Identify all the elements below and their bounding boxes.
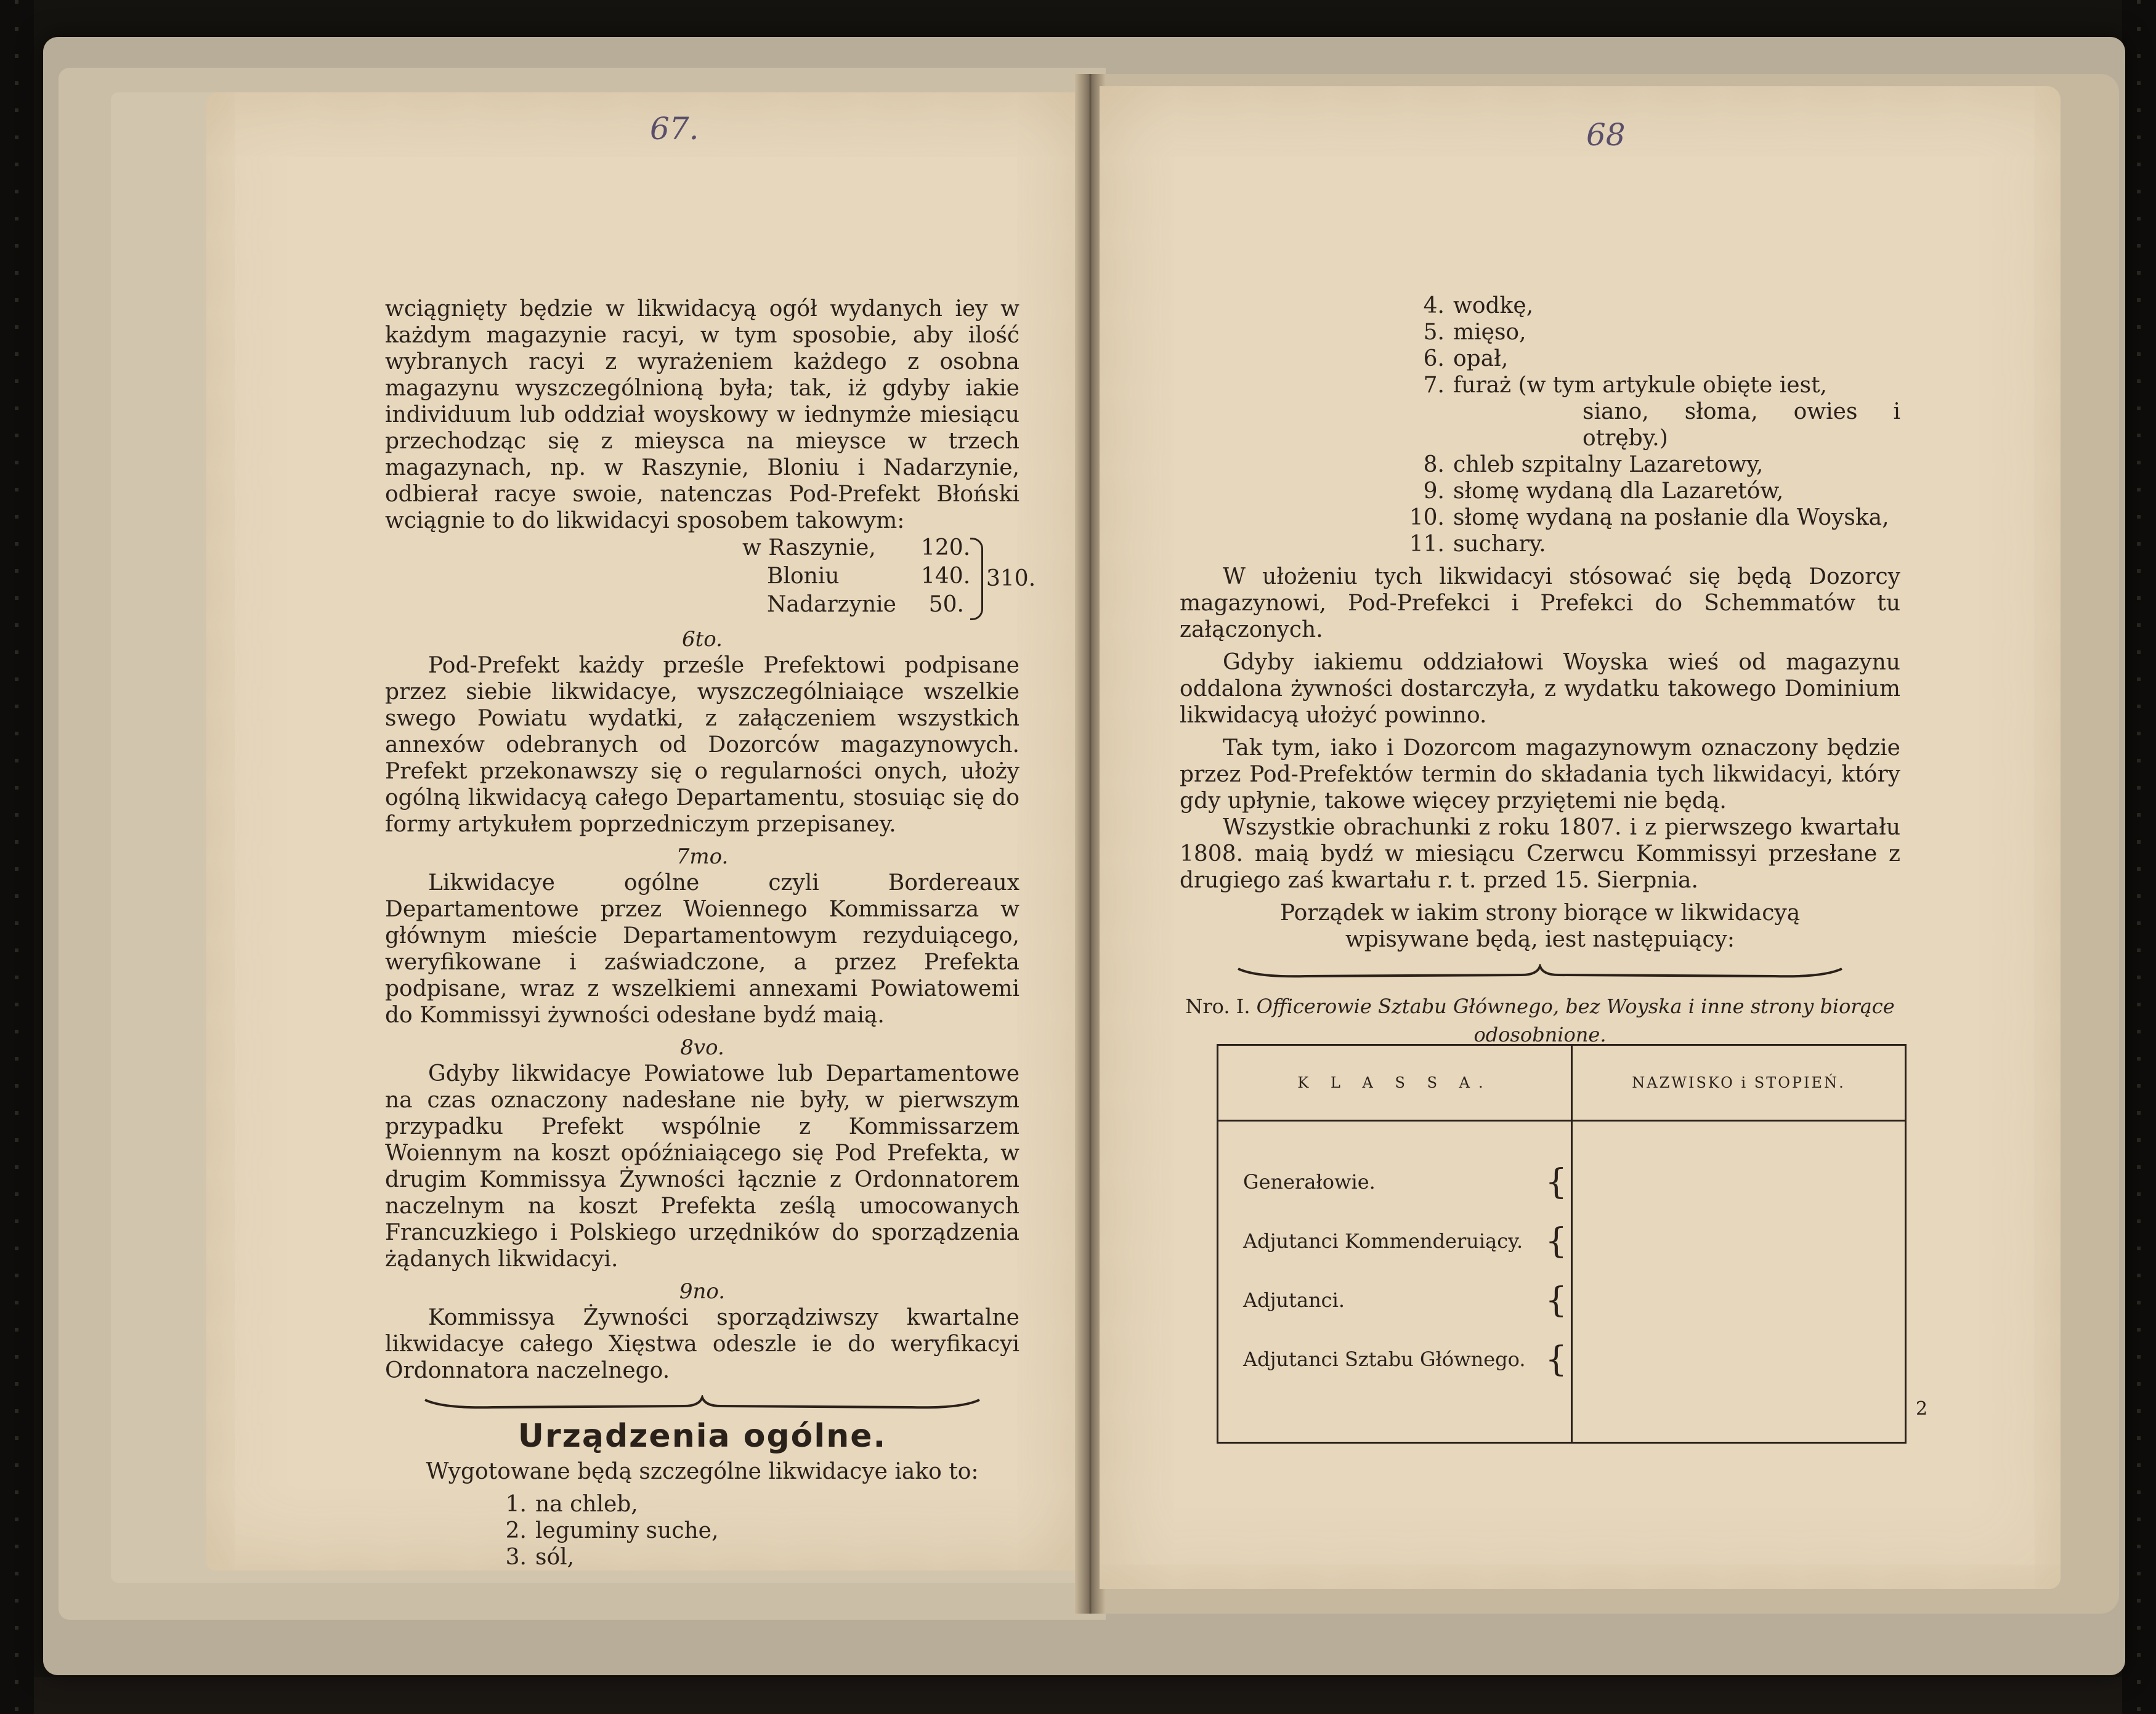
paragraph: Wszystkie obrachunki z roku 1807. i z pierwszego kwartału 1808. maią bydź w miesiącu Czerwcu Kommissyi przesłane z drugiego zaś kwartału r. t. przed 15. Sierpnia. <box>1180 815 1900 893</box>
class-entry <box>1218 1152 1571 1211</box>
example-row <box>742 534 971 562</box>
ledger-table <box>1217 1044 1907 1444</box>
example-place: Nadarzynie <box>767 592 896 617</box>
list-item <box>1401 293 1900 319</box>
list-item <box>1401 319 1900 346</box>
scanner-border-left <box>0 0 34 1714</box>
example-value: 120. <box>921 535 971 560</box>
class-entry <box>1218 1271 1571 1330</box>
list-text: chleb szpitalny Lazaretowy, <box>1453 452 1764 477</box>
class-entry <box>1218 1330 1571 1389</box>
list-text: sól, <box>535 1545 575 1570</box>
list-text: suchary. <box>1453 532 1546 557</box>
list-item <box>1401 504 1900 531</box>
class-label: Generałowie. <box>1243 1170 1376 1194</box>
list-number: 2. <box>505 1518 527 1543</box>
list-text-continued: siano, słoma, owies i otręby.) <box>1583 399 1900 451</box>
list-number: 1. <box>505 1492 527 1517</box>
list-text: wodkę, <box>1453 293 1534 318</box>
list-item <box>484 1491 1019 1518</box>
scanner-border-bottom <box>34 1677 2122 1714</box>
example-value: 50. <box>928 592 964 617</box>
class-label: Adjutanci Kommenderuiący. <box>1243 1229 1523 1253</box>
signature-mark: 2 <box>1916 1398 1928 1420</box>
list-text: mięso, <box>1453 320 1526 345</box>
table-row <box>1218 1121 1906 1443</box>
paragraph: Wygotowane będą szczególne likwidacye iako to: <box>426 1459 979 1484</box>
example-total: 310. <box>986 566 1036 591</box>
ornamental-rule <box>419 1395 986 1417</box>
brace-glyph: { <box>1545 1339 1567 1380</box>
class-column <box>1218 1121 1572 1443</box>
class-label: Adjutanci Sztabu Głównego. <box>1243 1348 1526 1371</box>
section-marker: 6to. <box>682 627 723 652</box>
section-heading: Urządzenia ogólne. <box>517 1418 887 1455</box>
brace-glyph: { <box>1545 1221 1567 1261</box>
list-number: 10. <box>1409 505 1445 530</box>
paragraph: Gdyby likwidacye Powiatowe lub Departamentowe na czas oznaczony nadesłane nie były, w pierwszym przypadku Prefekt wspólnie z Kommissarzem Woiennym na koszt opóźniaiącego się Pod Prefekta, w drugim Kommissya Żywności łącznie z Ordonnatorem naczelnym na koszt Prefekta ześlą umocowanych Francuzkiego i Polskiego urzędników do sporządzenia żądanych likwidacyi. <box>385 1061 1019 1272</box>
list-item <box>1401 372 1900 451</box>
scanner-border-right <box>2122 0 2156 1714</box>
curly-brace <box>970 538 983 620</box>
list-item <box>484 1544 1019 1570</box>
list-number: 11. <box>1409 532 1445 557</box>
section-marker: 8vo. <box>680 1035 724 1060</box>
item-list <box>1401 293 1900 557</box>
brace-glyph: { <box>1545 1162 1567 1202</box>
paragraph: W ułożeniu tych likwidacyi stósować się będą Dozorcy magazynowi, Pod-Prefekci i Prefekci do Schemmatów tu załączonych. <box>1180 564 1900 642</box>
paragraph: wciągnięty będzie w likwidacyą ogół wydanych iey w każdym magazynie racyi, w tym sposobie, aby ilość wybranych racyi z wyrażeniem każdego z osobna magazynu wyszczególnioną była; tak, iż gdyby iakie individuum lub oddział woyskowy w iednymże miesiącu przechodząc się z mieysca na mieysce w trzech magazynach, np. w Raszynie, Bloniu i Nadarzynie, odbierał racye swoie, natenczas Pod-Prefekt Błoński wciągnie to do likwidacyi sposobem takowym: <box>385 296 1019 533</box>
list-item <box>484 1518 1019 1544</box>
item-list <box>484 1491 1019 1570</box>
left-page <box>206 92 1081 1570</box>
section-marker: 7mo. <box>676 844 729 869</box>
table-title <box>1180 992 1900 1049</box>
paragraph: Pod-Prefekt każdy prześle Prefektowi podpisane przez siebie likwidacye, wyszczególniaiące wszelkie swego Powiatu wydatki, z załączeniem wszystkich annexów odebranych od Dozorców magazynowych. Prefekt przekonawszy się o regularności onych, ułoży ogólną likwidacyą całego Departamentu, stosuiąc się do formy artykułem poprzedniczym przepisaney. <box>385 653 1019 837</box>
right-page-text <box>1180 293 1900 1049</box>
example-value: 140. <box>921 564 971 589</box>
brace-glyph: { <box>1545 1280 1567 1320</box>
column-header: NAZWISKO i STOPIEŃ. <box>1572 1045 1906 1121</box>
list-number: 8. <box>1423 452 1445 477</box>
paragraph: Likwidacye ogólne czyli Bordereaux Departamentowe przez Woiennego Kommissarza w głównym mieście Departamentowym rezyduiącego, weryfikowane i zaświadczone, a przez Prefekta podpisane, wraz z wszelkiemi annexami Powiatowemi do Kommissyi żywności odesłane bydź maią. <box>385 870 1019 1028</box>
page-number-left: 67. <box>650 111 699 147</box>
list-item <box>1401 531 1900 557</box>
class-label: Adjutanci. <box>1243 1288 1345 1312</box>
table-caption: Officerowie Sztabu Głównego, bez Woyska i inne strony biorące odosobnione. <box>1256 995 1895 1046</box>
list-number: 3. <box>505 1545 527 1570</box>
list-number: 5. <box>1423 320 1445 345</box>
list-number: 9. <box>1423 479 1445 504</box>
left-page-text <box>385 296 1036 1570</box>
list-text: słomę wydaną dla Lazaretów, <box>1453 479 1784 504</box>
example-row <box>742 562 971 591</box>
example-place: Bloniu <box>767 564 840 589</box>
table-number: Nro. I. <box>1185 995 1250 1018</box>
example-row <box>742 591 964 619</box>
paragraph: Kommissya Żywności sporządziwszy kwartalne likwidacye całego Xięstwa odeszle ie do weryfikacyi Ordonnatora naczelnego. <box>385 1305 1019 1383</box>
column-header: K L A S S A. <box>1218 1045 1572 1121</box>
page-number-right: 68 <box>1586 117 1626 153</box>
list-text: opał, <box>1453 346 1509 371</box>
right-page <box>1100 86 2061 1589</box>
list-number: 7. <box>1423 373 1445 398</box>
section-marker: 9no. <box>679 1279 726 1304</box>
paragraph: Tak tym, iako i Dozorcom magazynowym oznaczony będzie przez Pod-Prefektów termin do składania tych likwidacyi, który gdy upłynie, takowe więcey przyiętemi nie będą. <box>1180 735 1900 814</box>
list-item <box>1401 451 1900 478</box>
paragraph: Porządek w iakim strony biorące w likwidacyą wpisywane będą, iest następuiący: <box>1279 900 1801 952</box>
list-text: słomę wydaną na posłanie dla Woyska, <box>1453 505 1889 530</box>
list-text: furaż (w tym artykule obięte iest, <box>1453 373 1827 398</box>
list-text: leguminy suche, <box>535 1518 719 1543</box>
list-text: na chleb, <box>535 1492 638 1517</box>
list-item <box>1401 346 1900 372</box>
list-number: 4. <box>1423 293 1445 318</box>
class-entry <box>1218 1211 1571 1271</box>
name-column <box>1572 1121 1906 1443</box>
table-header-row <box>1218 1045 1906 1121</box>
list-number: 6. <box>1423 346 1445 371</box>
example-table <box>742 534 1036 626</box>
list-item <box>1401 478 1900 504</box>
paragraph: Gdyby iakiemu oddziałowi Woyska wieś od magazynu oddalona żywności dostarczyła, z wydatku takowego Dominium likwidacyą ułożyć powinno. <box>1180 650 1900 728</box>
ornamental-rule <box>1232 964 1848 986</box>
example-place: w Raszynie, <box>742 535 876 560</box>
